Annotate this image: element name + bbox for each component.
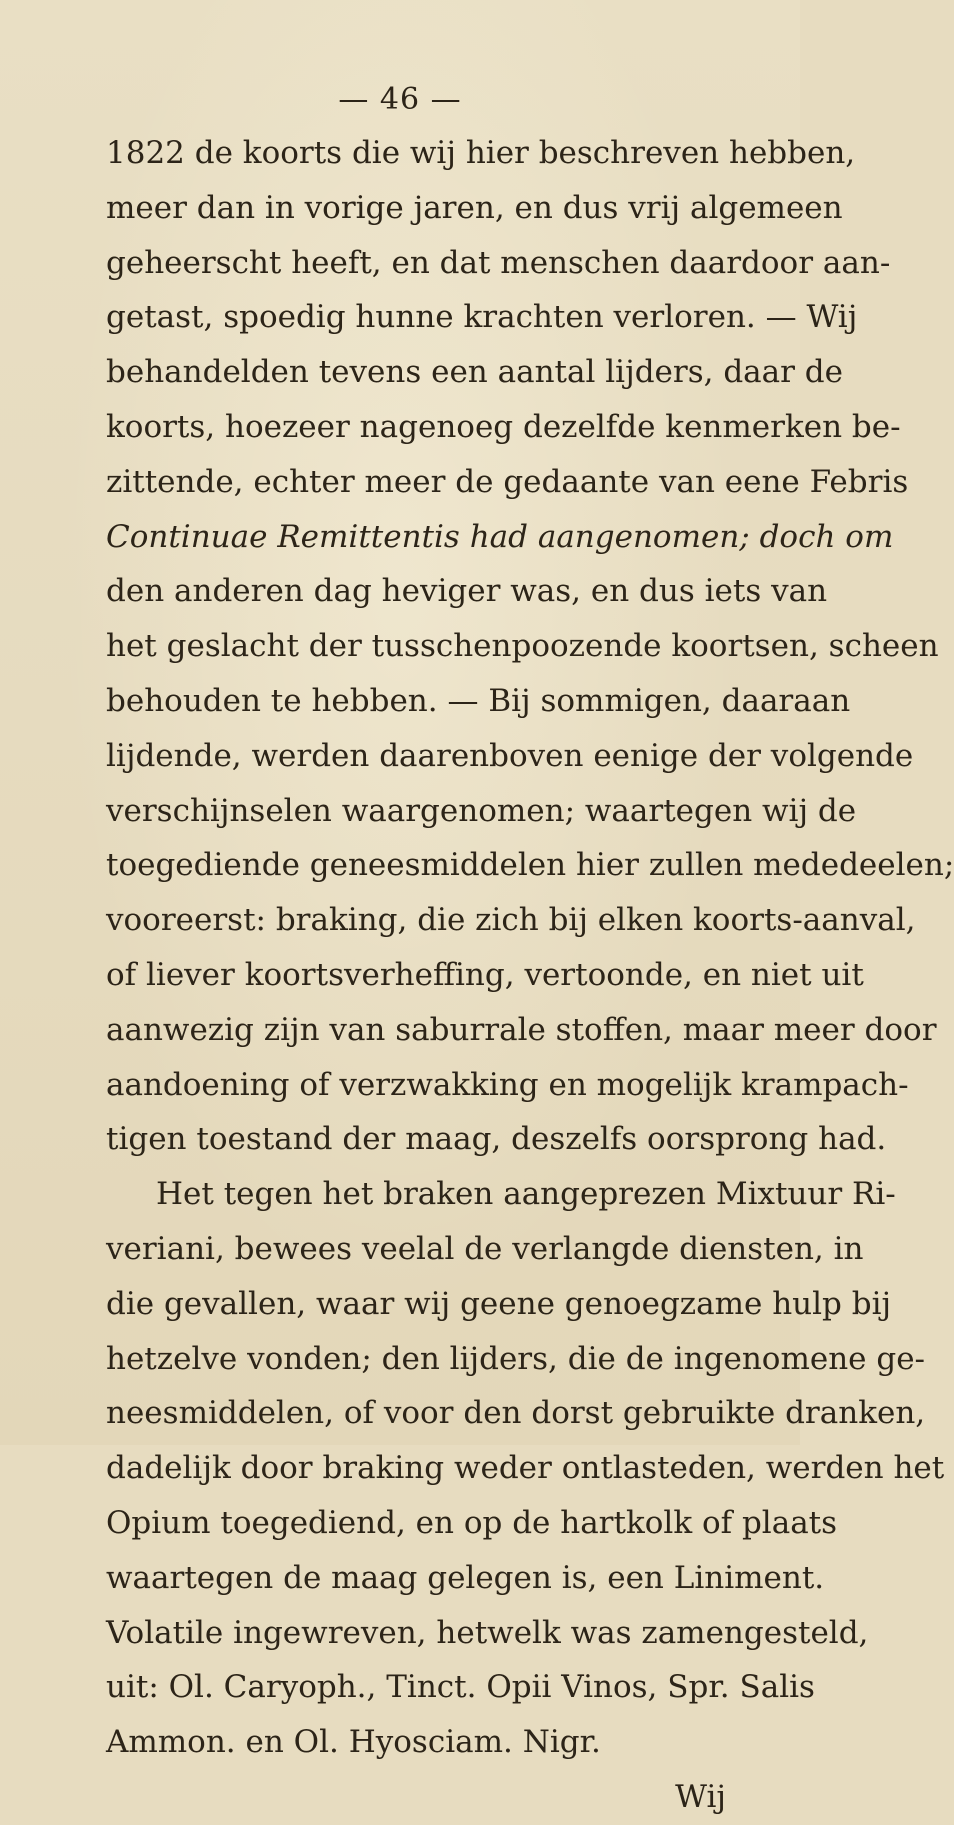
- text-line: of liever koortsverheffing, vertoonde, en niet uit: [106, 956, 864, 993]
- text-line: het geslacht der tusschenpoozende koortsen, scheen: [106, 628, 939, 665]
- text-line: zittende, echter meer de gedaante van eene Febris: [106, 463, 909, 500]
- text-line: hetzelve vonden; den lijders, die de ingenomene ge-: [106, 1340, 926, 1377]
- text-line: waartegen de maag gelegen is, een Liniment.: [106, 1559, 825, 1596]
- text-line: meer dan in vorige jaren, en dus vrij algemeen: [106, 189, 843, 226]
- catchword: Wij: [675, 1778, 726, 1815]
- page-number: — 46 —: [338, 82, 462, 117]
- text-line: behouden te hebben. — Bij sommigen, daaraan: [106, 682, 851, 719]
- text-line: geheerscht heeft, en dat menschen daardoor aan-: [106, 244, 891, 281]
- text-line: 1822 de koorts die wij hier beschreven hebben,: [106, 135, 856, 171]
- text-line: Continuae Remittentis had aangenomen; doch om: [106, 518, 894, 555]
- text-line: den anderen dag heviger was, en dus iets van: [106, 573, 828, 610]
- text-line: behandelden tevens een aantal lijders, daar de: [106, 354, 843, 391]
- text-line: Opium toegediend, en op de hartkolk of plaats: [106, 1504, 838, 1541]
- body-text: [106, 126, 954, 1825]
- text-line: koorts, hoezeer nagenoeg dezelfde kenmerken be-: [106, 408, 901, 445]
- text-line: uit: Ol. Caryoph., Tinct. Opii Vinos, Spr. Salis: [106, 1669, 815, 1706]
- text-line: toegediende geneesmiddelen hier zullen mededeelen;: [106, 847, 954, 884]
- text-line: getast, spoedig hunne krachten verloren. — Wij: [106, 299, 858, 336]
- text-line: aanwezig zijn van saburrale stoffen, maar meer door: [106, 1011, 937, 1048]
- text-line: aandoening of verzwakking en mogelijk krampach-: [106, 1066, 909, 1103]
- text-line: veriani, bewees veelal de verlangde diensten, in: [106, 1230, 864, 1267]
- text-line: neesmiddelen, of voor den dorst gebruikte dranken,: [106, 1395, 926, 1432]
- text-line: die gevallen, waar wij geene genoegzame hulp bij: [106, 1285, 892, 1322]
- text-line: Ammon. en Ol. Hyosciam. Nigr.: [106, 1724, 601, 1761]
- text-line: verschijnselen waargenomen; waartegen wij de: [106, 792, 857, 829]
- text-line: Het tegen het braken aangeprezen Mixtuur Ri-: [156, 1176, 896, 1213]
- text-line: dadelijk door braking weder ontlasteden, werden het: [106, 1450, 945, 1487]
- text-line: lijdende, werden daarenboven eenige der volgende: [106, 737, 914, 774]
- text-line: tigen toestand der maag, deszelfs oorsprong had.: [106, 1121, 887, 1158]
- text-line: Volatile ingewreven, hetwelk was zamengesteld,: [106, 1614, 869, 1651]
- text-line: vooreerst: braking, die zich bij elken koorts-aanval,: [106, 902, 916, 939]
